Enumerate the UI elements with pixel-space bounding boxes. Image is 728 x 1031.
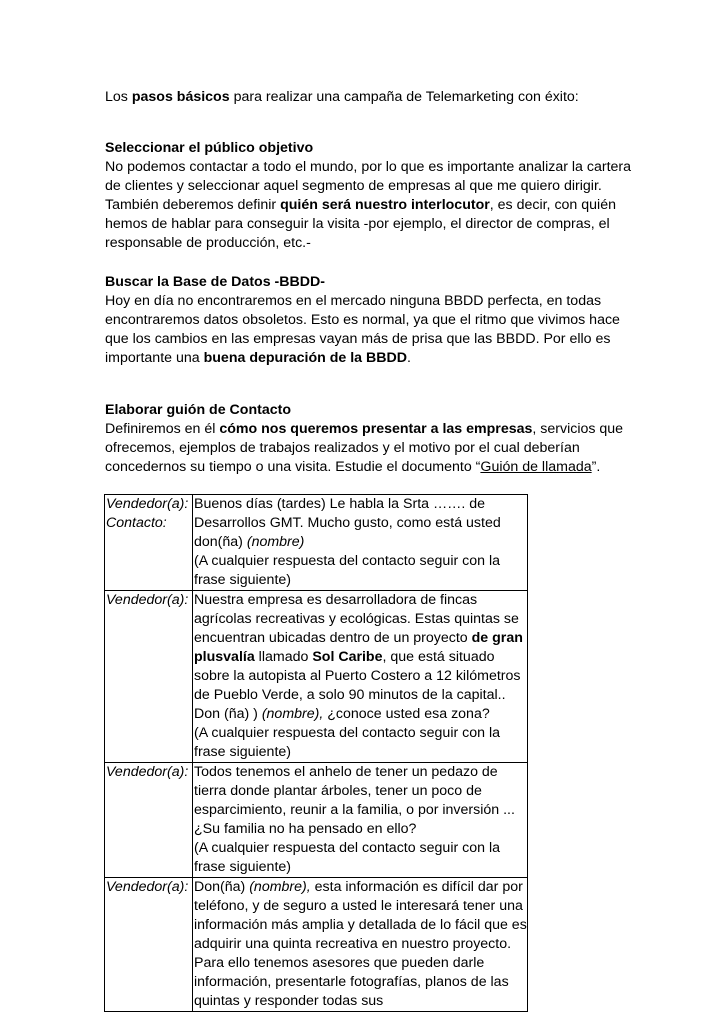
table-row <box>105 495 528 591</box>
section-public <box>105 139 635 253</box>
table-row <box>105 763 528 878</box>
section-body: Hoy en día no encontraremos en el mercado ninguna BBDD perfecta, en todas encontraremos datos obsoletos. Esto es normal, ya que el ritmo que vivimos hace que los cambios en las empresas vayan más de prisa que las BBDD. Por ello es importante una buena depuración de la BBDD. <box>105 293 620 366</box>
instruction-note: (A cualquier respuesta del contacto seguir con la frase siguiente) <box>194 553 501 588</box>
dialogue-cell: Nuestra empresa es desarrolladora de fincas agrícolas recreativas y ecológicas. Estas quintas se encuentran ubicadas dentro de un proyecto de gran plusvalía llamado Sol Caribe, que está situado sobre la autopista al Puerto Costero a 12 kilómetros de Pueblo Verde, a solo 90 minutos de la capital.. Don (ña) ) (nombre), ¿conoce usted esa zona? (A cualquier respuesta del contacto seguir con la frase siguiente) <box>193 591 528 763</box>
speaker-cell <box>105 495 193 591</box>
instruction-note: (A cualquier respuesta del contacto seguir con la frase siguiente) <box>194 725 501 760</box>
intro-text: Los <box>105 89 132 105</box>
section-script <box>105 401 635 477</box>
speaker-label: Vendedor(a): <box>106 592 189 608</box>
intro-text-end: para realizar una campaña de Telemarketing con éxito: <box>229 89 579 105</box>
section-heading: Buscar la Base de Datos -BBDD- <box>105 274 325 290</box>
call-script-table <box>104 494 528 1012</box>
dialogue-cell: Todos tenemos el anhelo de tener un pedazo de tierra donde plantar árboles, tener un poco de esparcimiento, reunir a la familia, o por inversión ...¿Su familia no ha pensado en ello? (A cualquier respuesta del contacto seguir con la frase siguiente) <box>193 763 528 878</box>
dialogue-cell: Don(ña) (nombre), esta información es difícil dar por teléfono, y de seguro a usted le interesará tener una información más amplia y detallada de lo fácil que es adquirir una quinta recreativa en nuestro proyecto. Para ello tenemos asesores que pueden darle información, presentarle fotografías, planos de las quintas y responder todas sus <box>193 878 528 1012</box>
speaker-cell <box>105 591 193 763</box>
bold-phrase: quién será nuestro interlocutor <box>280 197 490 213</box>
speaker-cell <box>105 878 193 1012</box>
dialogue-cell: Buenos días (tardes) Le habla la Srta ……. de Desarrollos GMT. Mucho gusto, como está usted don(ña) (nombre) (A cualquier respuesta del contacto seguir con la frase siguiente) <box>193 495 528 591</box>
section-database <box>105 273 635 368</box>
speaker-label: Contacto: <box>106 515 167 531</box>
section-body: Definiremos en él cómo nos queremos presentar a las empresas, servicios que ofrecemos, ejemplos de trabajos realizados y el motivo por el cual deberían concedernos su tiempo o una visita. Estudie el documento “Guión de llamada”. <box>105 421 624 475</box>
section-heading: Seleccionar el público objetivo <box>105 140 314 156</box>
intro-paragraph <box>105 88 635 107</box>
section-body: No podemos contactar a todo el mundo, por lo que es importante analizar la cartera de clientes y seleccionar aquel segmento de empresas al que me quiero dirigir. También deberemos definir quién será nuestro interlocutor, es decir, con quién hemos de hablar para conseguir la visita -por ejemplo, el director de compras, el responsable de producción, etc.- <box>105 159 632 251</box>
intro-bold: pasos básicos <box>131 89 230 105</box>
bold-phrase: buena depuración de la BBDD <box>203 350 407 366</box>
section-heading: Elaborar guión de Contacto <box>105 402 292 418</box>
speaker-label: Vendedor(a): <box>106 496 189 512</box>
speaker-label: Vendedor(a): <box>106 764 189 780</box>
table-row <box>105 591 528 763</box>
speaker-cell <box>105 763 193 878</box>
speaker-label: Vendedor(a): <box>106 879 189 895</box>
table-row <box>105 878 528 1012</box>
guion-de-llamada-link[interactable]: Guión de llamada <box>480 459 592 475</box>
bold-phrase: cómo nos queremos presentar a las empresas <box>219 421 533 437</box>
document-page <box>105 88 635 1012</box>
instruction-note: (A cualquier respuesta del contacto seguir con la frase siguiente) <box>194 840 501 875</box>
